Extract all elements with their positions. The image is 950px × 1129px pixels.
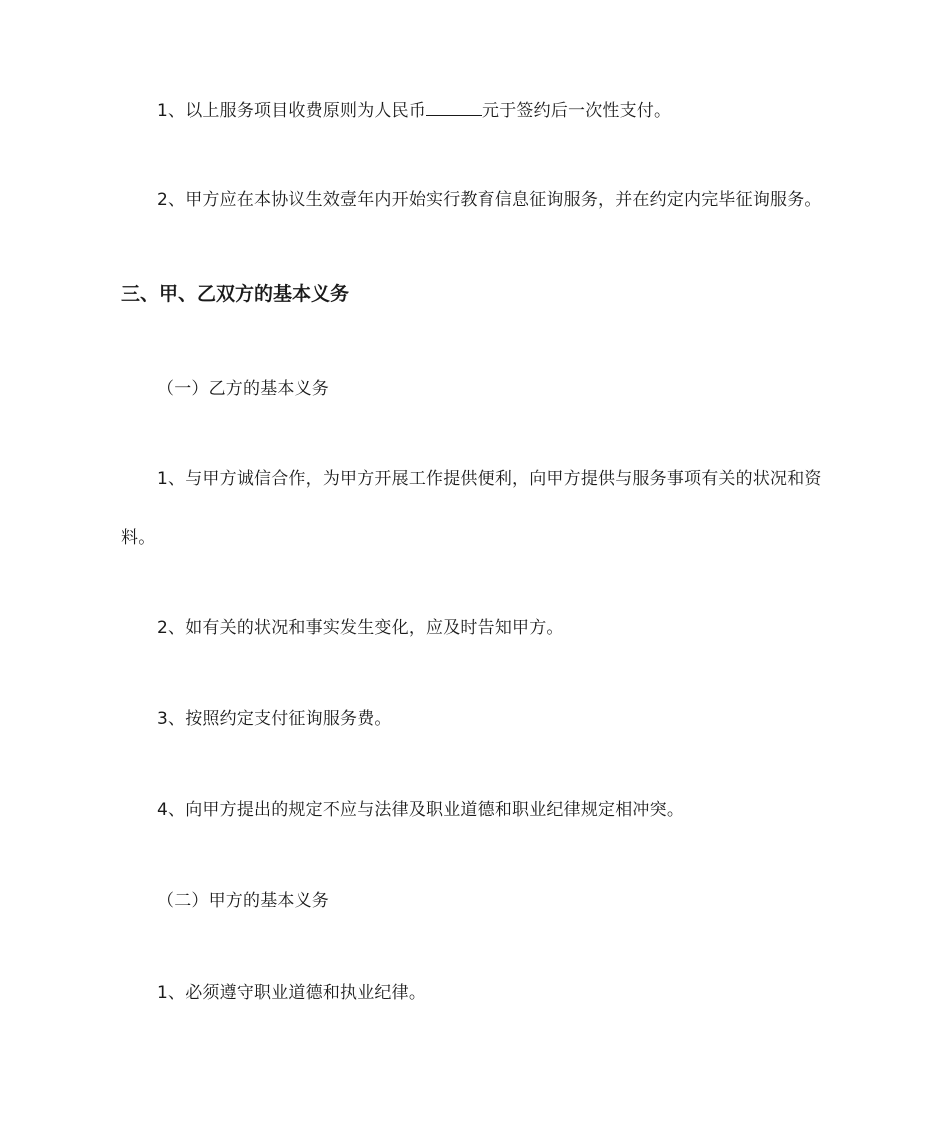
party-b-item-1-line-2: 料。 — [121, 528, 156, 548]
party-b-item-3: 3、按照约定支付征询服务费。 — [157, 709, 392, 729]
fee-clause-text-end: 元于签约后一次性支付。 — [482, 101, 672, 121]
party-a-item-1: 1、必须遵守职业道德和执业纪律。 — [157, 983, 427, 1003]
subsection-heading-party-b: （一）乙方的基本义务 — [157, 379, 329, 399]
party-b-item-1-line-1: 1、与甲方诚信合作，为甲方开展工作提供便利，向甲方提供与服务事项有关的状况和资 — [157, 469, 822, 489]
party-b-item-4: 4、向甲方提出的规定不应与法律及职业道德和职业纪律规定相冲突。 — [157, 800, 685, 820]
fee-amount-blank — [426, 99, 482, 116]
party-b-item-2: 2、如有关的状况和事实发生变化，应及时告知甲方。 — [157, 618, 564, 638]
fee-clause — [157, 99, 671, 122]
section-heading: 三、甲、乙双方的基本义务 — [121, 283, 350, 305]
subsection-heading-party-a: （二）甲方的基本义务 — [157, 891, 329, 911]
fee-clause-text: 1、以上服务项目收费原则为人民币 — [157, 101, 427, 121]
service-period-clause: 2、甲方应在本协议生效壹年内开始实行教育信息征询服务，并在约定内完毕征询服务。 — [157, 190, 822, 210]
